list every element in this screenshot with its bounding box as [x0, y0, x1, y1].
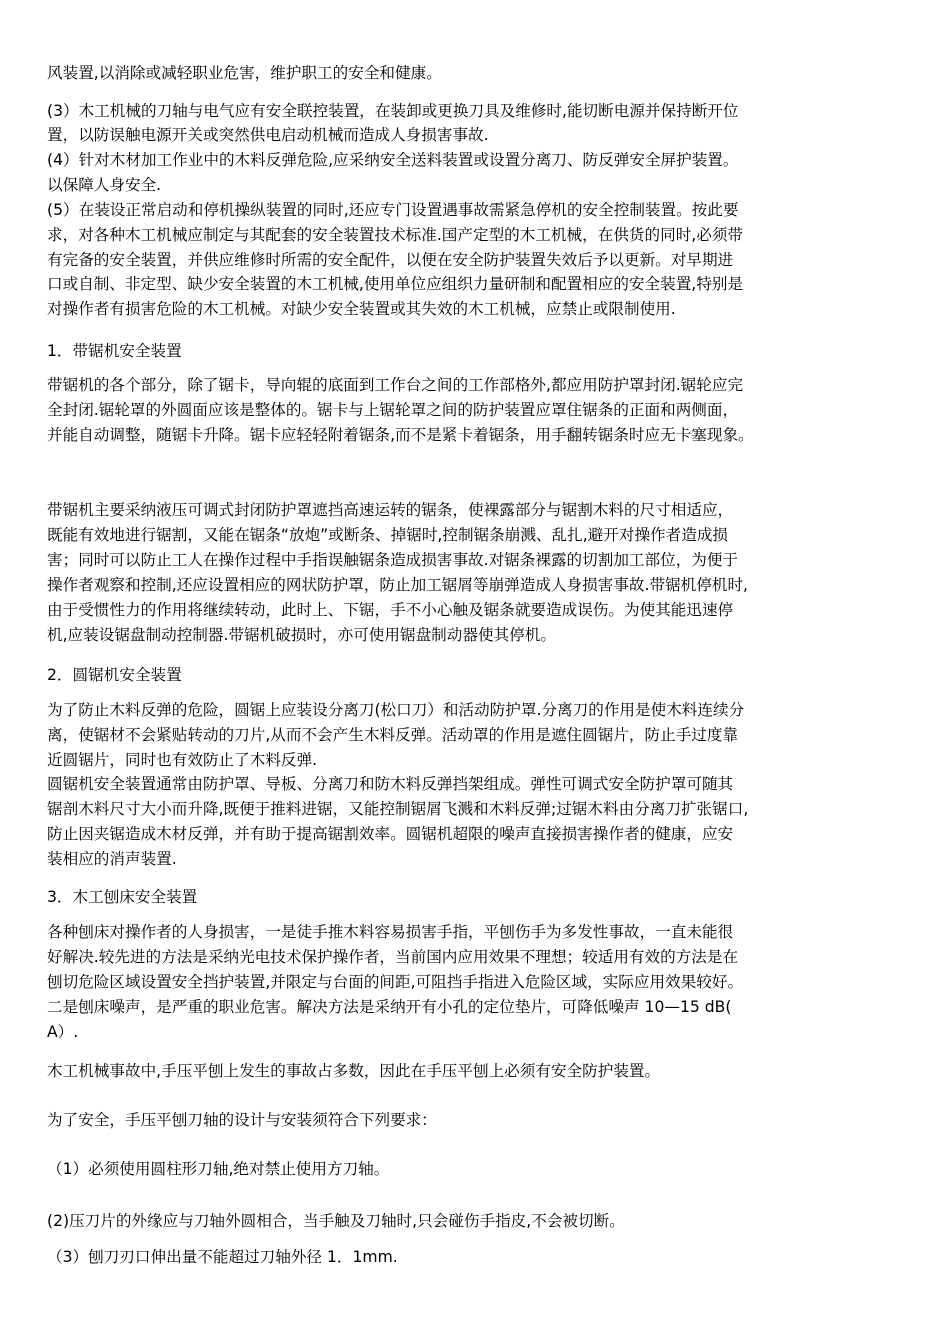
section-heading: 2．圆锯机安全装置 [47, 666, 182, 684]
text-line: 口或自制、非定型、缺少安全装置的木工机械,使用单位应组织力量研制和配置相应的安全装置,特别是 [47, 275, 744, 293]
text-line: 装相应的消声装置. [47, 850, 177, 868]
list-item: （1）必须使用圆柱形刀轴,绝对禁止使用方刀轴。 [47, 1160, 390, 1178]
text-line: 为了安全，手压平刨刀轴的设计与安装须符合下列要求： [47, 1111, 437, 1129]
text-line: (3）木工机械的刀轴与电气应有安全联控装置，在装卸或更换刀具及维修时,能切断电源并保持断开位 [47, 102, 739, 120]
section-heading: 3．木工刨床安全装置 [47, 888, 198, 906]
text-line: 带锯机主要采纳液压可调式封闭防护罩遮挡高速运转的锯条，使裸露部分与锯割木料的尺寸相适应， [47, 501, 734, 519]
text-line: 木工机械事故中,手压平刨上发生的事故占多数，因此在手压平刨上必须有安全防护装置。 [47, 1062, 661, 1080]
text-line: 既能有效地进行锯割，又能在锯条“放炮”或断条、掉锯时,控制锯条崩溅、乱扎,避开对操作者造成损 [47, 526, 729, 544]
text-line: 刨切危险区域设置安全挡护装置,并限定与台面的间距,可阻挡手指进入危险区域，实际应用效果较好。 [47, 973, 744, 991]
text-line: 求，对各种木工机械应制定与其配套的安全装置技术标准.国产定型的木工机械，在供货的同时,必须带 [47, 226, 744, 244]
text-line: A）. [47, 1023, 79, 1041]
text-line: 风装置,以消除或减轻职业危害，维护职工的安全和健康。 [47, 64, 442, 82]
text-line: 带锯机的各个部分，除了锯卡，导向辊的底面到工作台之间的工作部格外,都应用防护罩封闭.锯轮应完 [47, 376, 744, 394]
text-line: 全封闭.锯轮罩的外圆面应该是整体的。锯卡与上锯轮罩之间的防护装置应罩住锯条的正面和两侧面， [47, 401, 739, 419]
text-line: 机,应装设锯盘制动控制器.带锯机破损时，亦可使用锯盘制动器使其停机。 [47, 626, 556, 644]
text-line: 害；同时可以防止工人在操作过程中手指误触锯条造成损害事故.对锯条裸露的切割加工部位，为便于 [47, 551, 739, 569]
text-line: 圆锯机安全装置通常由防护罩、导板、分离刀和防木料反弹挡架组成。弹性可调式安全防护罩可随其 [47, 775, 734, 793]
section-heading: 1．带锯机安全装置 [47, 342, 182, 360]
text-line: 由于受惯性力的作用将继续转动，此时上、下锯，手不小心触及锯条就要造成误伤。为使其能迅速停 [47, 601, 734, 619]
text-line: 操作者观察和控制,还应设置相应的网状防护罩，防止加工锯屑等崩弹造成人身损害事故.带锯机停机时, [47, 576, 748, 594]
text-line: 锯剖木料尺寸大小而升降,既便于推料进锯，又能控制锯屑飞溅和木料反弹;过锯木料由分离刀扩张锯口, [47, 800, 749, 818]
text-line: 好解决.较先进的方法是采纳光电技术保护操作者，当前国内应用效果不理想；较适用有效的方法是在 [47, 948, 739, 966]
text-line: 防止因夹锯造成木材反弹，并有助于提高锯割效率。圆锯机超限的噪声直接损害操作者的健康，应安 [47, 825, 734, 843]
text-line: (4）针对木材加工作业中的木料反弹危险,应采纳安全送料装置或设置分离刀、防反弹安全屏护装置。 [47, 151, 739, 169]
text-line: 并能自动调整，随锯卡升降。锯卡应轻轻附着锯条,而不是紧卡着锯条，用手翻转锯条时应无卡塞现象。 [47, 426, 754, 444]
text-line: 二是刨床噪声，是严重的职业危害。解决方法是采纳开有小孔的定位垫片，可降低噪声 10—15 dB( [47, 998, 732, 1016]
list-item: (2)压刀片的外缘应与刀轴外圆相合，当手触及刀轴时,只会碰伤手指皮,不会被切断。 [47, 1212, 625, 1230]
text-line: 以保障人身安全. [47, 176, 162, 194]
text-line: 对操作者有损害危险的木工机械。对缺少安全装置或其失效的木工机械，应禁止或限制使用. [47, 300, 676, 318]
text-line: 近圆锯片，同时也有效防止了木料反弹. [47, 751, 318, 769]
text-line: (5）在装设正常启动和停机操纵装置的同时,还应专门设置遇事故需紧急停机的安全控制装置。按此要 [47, 201, 739, 219]
list-item: （3）刨刀刃口伸出量不能超过刀轴外径 1．1mm. [47, 1248, 398, 1266]
text-line: 各种刨床对操作者的人身损害，一是徒手推木料容易损害手指，平刨伤手为多发性事故，一直未能很 [47, 923, 734, 941]
text-line: 置，以防误触电源开关或突然供电启动机械而造成人身损害事故. [47, 126, 489, 144]
text-line: 离，使锯材不会紧贴转动的刀片,从而不会产生木料反弹。活动罩的作用是遮住圆锯片，防止手过度靠 [47, 726, 739, 744]
text-line: 为了防止木料反弹的危险，圆锯上应装设分离刀(松口刀）和活动防护罩.分离刀的作用是使木料连续分 [47, 701, 745, 719]
text-line: 有完备的安全装置，并供应维修时所需的安全配件，以便在安全防护装置失效后予以更新。对早期进 [47, 251, 734, 269]
